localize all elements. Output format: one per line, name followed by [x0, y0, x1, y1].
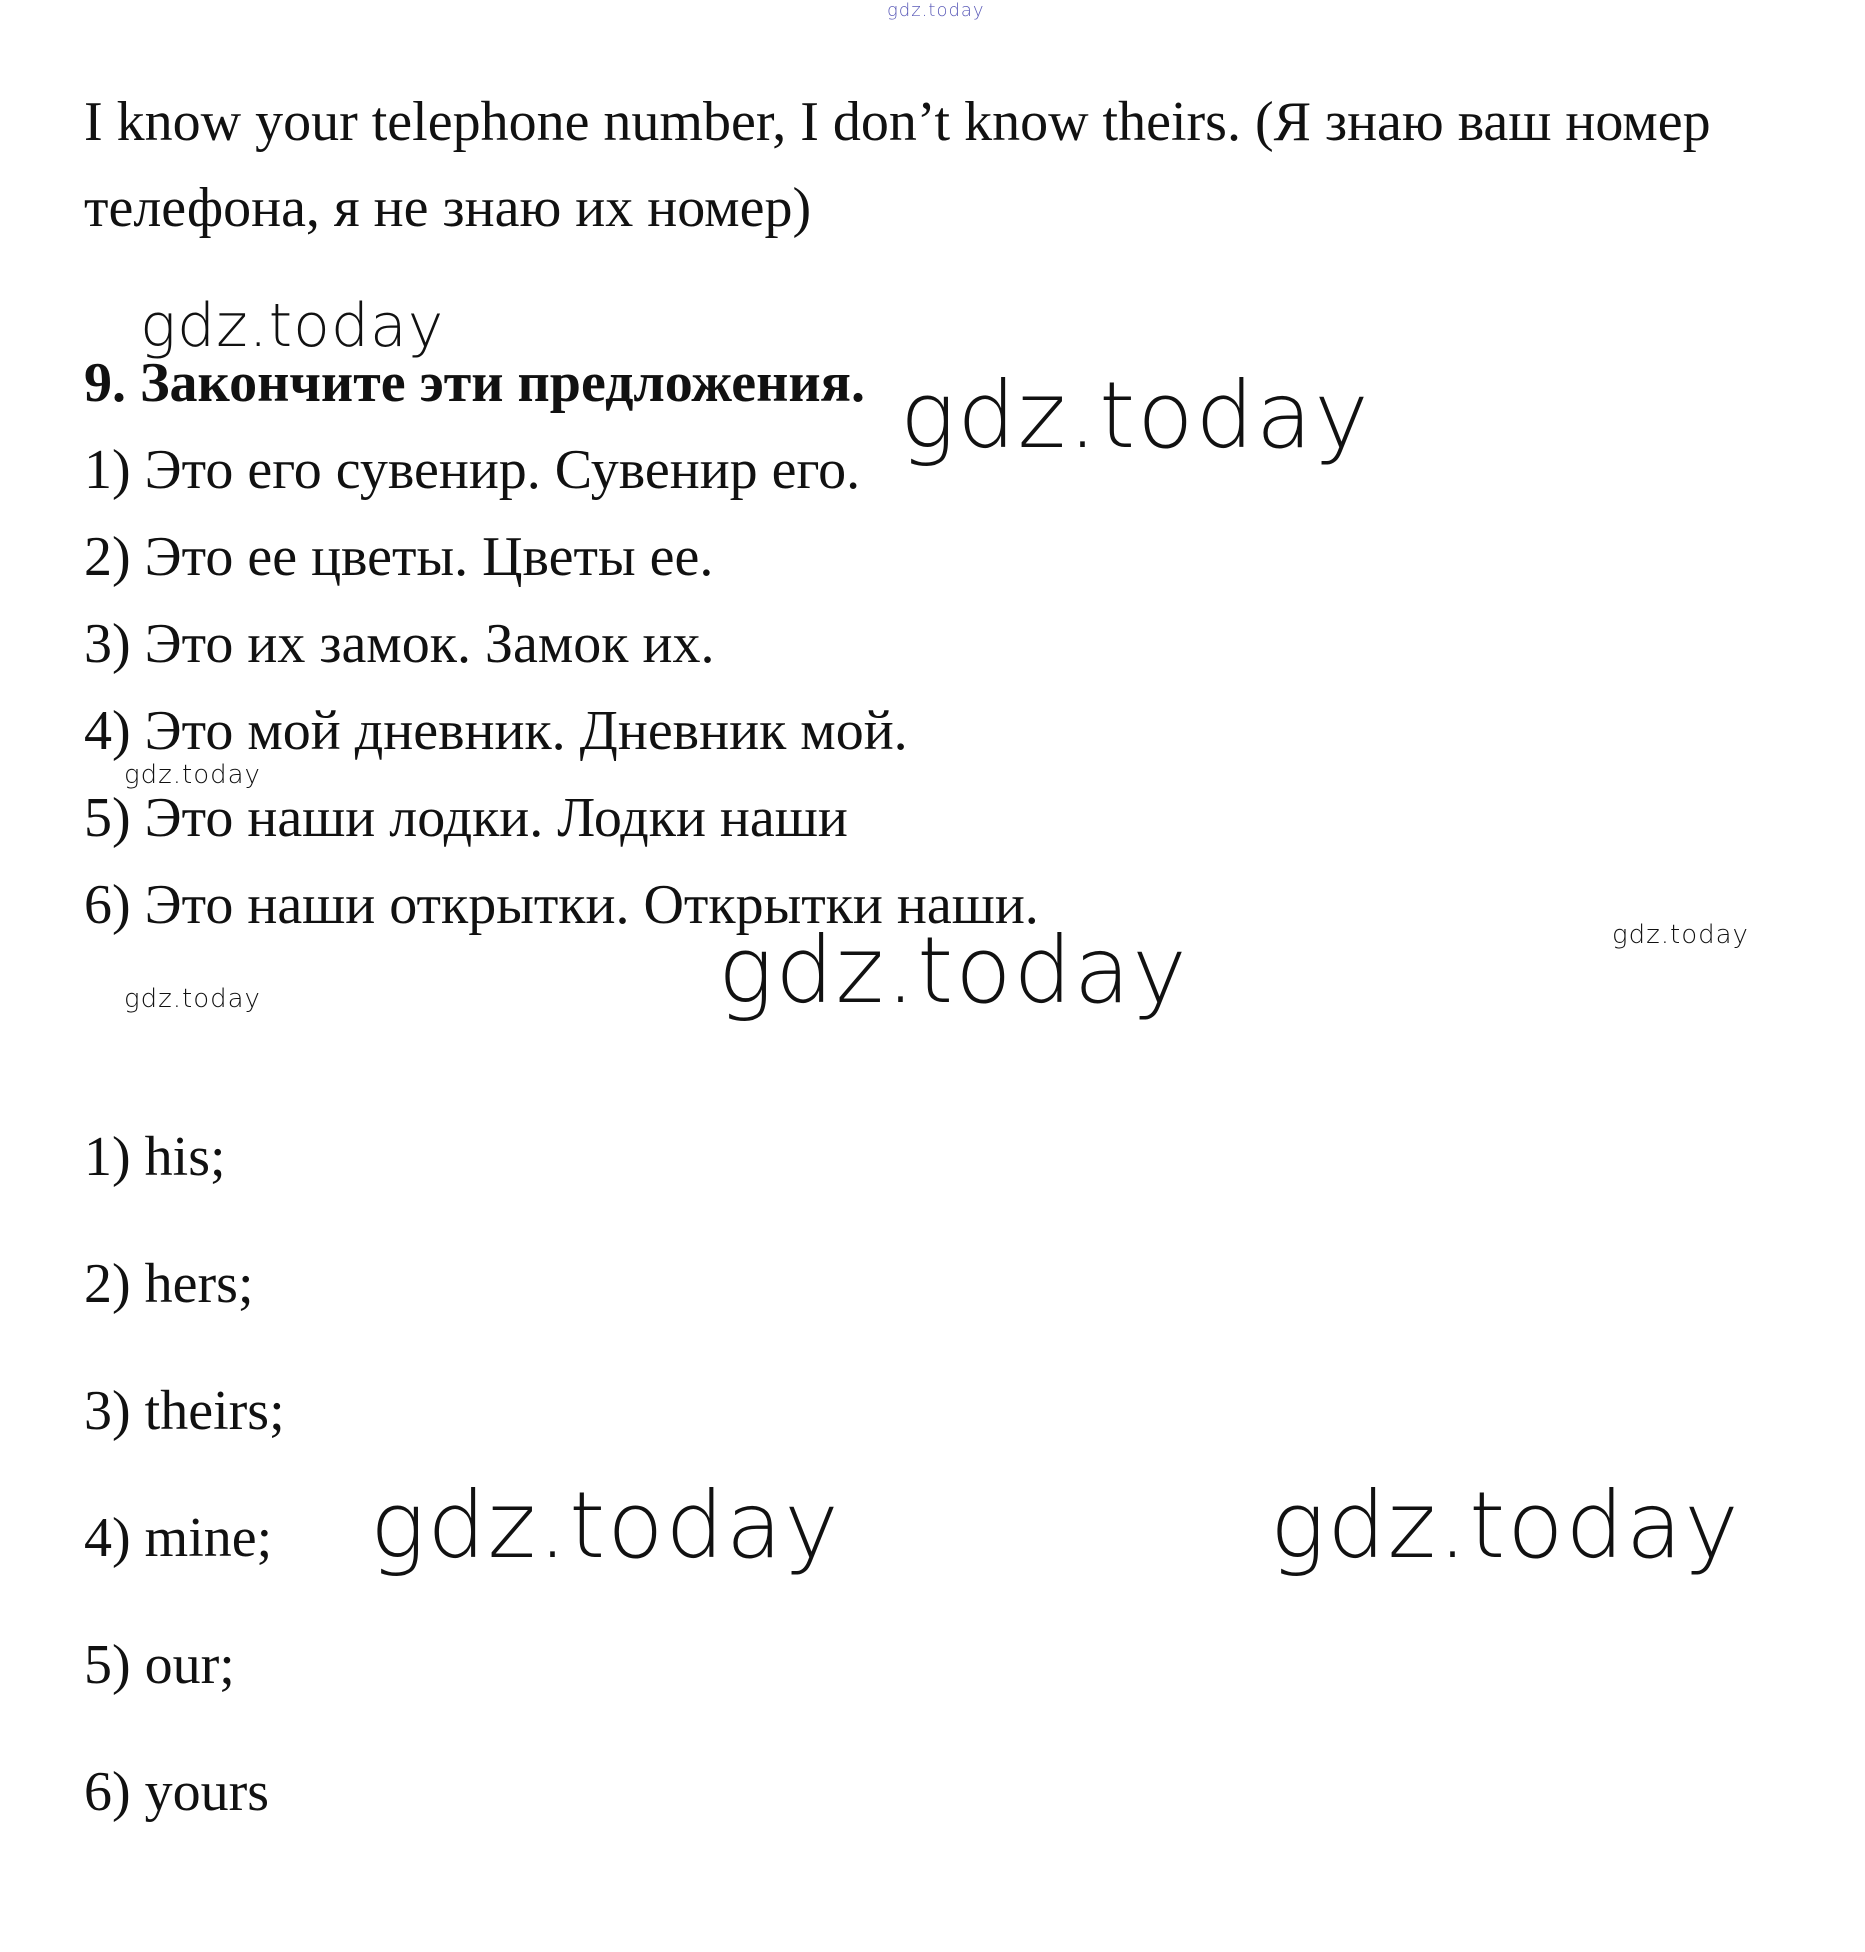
answer-6: 6) yours — [84, 1761, 270, 1823]
exercise-heading: 9. Закончите эти предложения. — [84, 352, 865, 414]
answer-2: 2) hers; — [84, 1253, 254, 1315]
answer-1: 1) his; — [84, 1126, 226, 1188]
watermark: gdz.today — [124, 984, 261, 1014]
intro-line-1: I know your telephone number, I don’t know theirs. (Я знаю ваш номер — [84, 91, 1711, 153]
watermark-top: gdz.today — [887, 0, 985, 21]
exercise-item-1: 1) Это его сувенир. Сувенир его. — [84, 439, 861, 501]
watermark: gdz.today — [1270, 1472, 1741, 1579]
watermark: gdz.today — [1612, 920, 1749, 950]
answer-3: 3) theirs; — [84, 1380, 285, 1442]
watermark: gdz.today — [370, 1472, 841, 1579]
answer-5: 5) our; — [84, 1634, 235, 1696]
exercise-item-2: 2) Это ее цветы. Цветы ее. — [84, 526, 714, 588]
intro-line-2: телефона, я не знаю их номер) — [84, 177, 812, 239]
answer-4: 4) mine; — [84, 1507, 273, 1569]
watermark: gdz.today — [124, 760, 261, 790]
exercise-item-3: 3) Это их замок. Замок их. — [84, 613, 715, 675]
watermark: gdz.today — [140, 291, 445, 361]
exercise-item-6: 6) Это наши открытки. Открытки наши. — [84, 874, 1039, 936]
exercise-item-5: 5) Это наши лодки. Лодки наши — [84, 787, 848, 849]
watermark: gdz.today — [718, 917, 1189, 1024]
exercise-item-4: 4) Это мой дневник. Дневник мой. — [84, 700, 908, 762]
watermark: gdz.today — [900, 362, 1371, 469]
